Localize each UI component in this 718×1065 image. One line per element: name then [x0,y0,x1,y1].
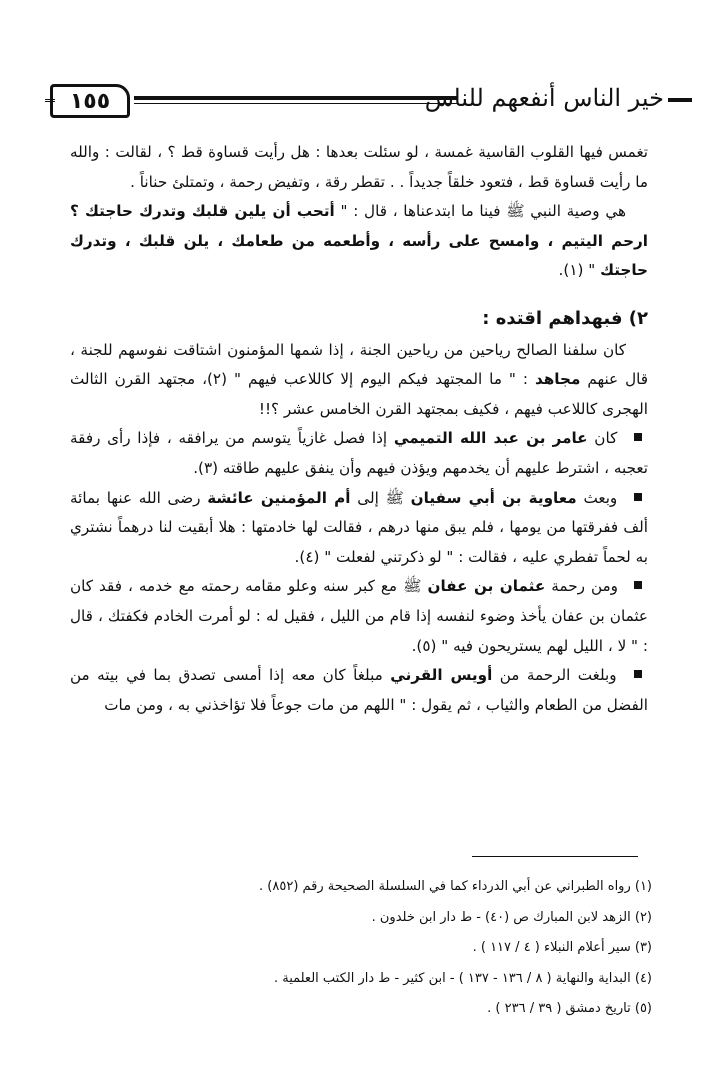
paragraph-2 [70,197,648,286]
paragraph-5-text-b: رضى الله عنها بمائة ألف ففرقتها من يومها ، فلم يبق منها درهم ، فقالت لها خادمتها : هلا أبقيت لنا درهماً نشتري به لحماً تفطري عليه ، فقالت : " لو ذكرتني لفعلت " (٤). [70,488,648,566]
header-rule-thick [134,96,458,100]
name-mujahid: مجاهد [535,370,581,389]
bullet-icon [634,433,642,441]
paragraph-4-text: إذا فصل غازياً يتوسم من يرافقه ، فإذا رأى رفقة تعجبه ، اشترط عليهم أن يخدمهم ويؤذن فيهم وأن ينفق عليهم طاقته (٣). [70,429,648,477]
paragraph-1: تغمس فيها القلوب القاسية غمسة ، لو سئلت بعدها : هل رأيت قساوة قط ؟ ، لقالت : والله ما رأيت قساوة قط ، فتعود خلقاً جديداً . . تقطر رقة ، وتفيض رحمة ، وتمتلئ حناناً . [70,143,648,191]
paragraph-6-intro: ومن رحمة [551,577,618,596]
paragraph-2-intro: هي وصية النبي ﷺ فينا ما ابتدعناها ، قال : " [340,202,627,221]
body-text [70,138,648,720]
footnote-4: (٤) البداية والنهاية ( ٨ / ١٣٦ - ١٣٧ ) - ابن كثير - ط دار الكتب العلمية . [273,970,652,986]
footnote-separator [472,856,638,857]
paragraph-5 [70,484,648,573]
bullet-icon [634,493,642,501]
paragraph-6 [70,572,648,661]
running-header [50,84,692,124]
header-rule-tail [668,98,692,102]
paragraph-3 [70,336,648,425]
footnote-2: (٢) الزهد لابن المبارك ص (٤٠) - ط دار ابن خلدون . [371,909,652,925]
paragraph-7-text: مبلغاً كان معه إذا أمسى تصدق بما في بيته من الفضل من الطعام والثياب ، ثم يقول : " اللهم من مات جوعاً فلا تؤاخذني به ، ومن مات [70,666,648,714]
footnote-3: (٣) سير أعلام النبلاء ( ٤ / ١١٧ ) . [472,940,652,955]
paragraph-4 [70,424,648,483]
hadith-text: أتحب أن يلين قلبك وتدرك حاجتك ؟ ارحم اليتيم ، وامسح على رأسه ، وأطعمه من طعامك ، يلن قلبك ، وتدرك حاجتك [70,202,648,280]
paragraph-7-intro: وبلغت الرحمة من [499,666,617,685]
paragraph-3-quote: : " ما المجتهد فيكم اليوم إلا كاللاعب فيهم " (٢)، مجتهد القرن الثالث الهجرى كاللاعب فيهم ، فكيف بمجتهد القرن الخامس عشر ؟!! [70,370,648,418]
page-number: ١٥٥ [50,84,130,118]
paragraph-4-intro: كان [594,429,618,448]
header-rule-thin [134,103,458,104]
footnotes [72,872,652,1025]
footnote-1: (١) رواه الطبراني عن أبي الدرداء كما في السلسلة الصحيحة رقم (٨٥٢) . [259,879,652,894]
footnote-ref-1: " (١). [558,261,596,280]
paragraph-5-intro: وبعث [583,488,618,507]
name-muawiya: معاوية بن أبي سفيان [410,488,577,507]
paragraph-3-text: كان سلفنا الصالح رياحين من رياحين الجنة ، إذا شمها المؤمنون اشتاقت نفوسهم للجنة ، قال عنهم [70,340,648,389]
bullet-icon [634,581,642,589]
running-title: خير الناس أنفعهم للناس [424,84,664,112]
name-uthman: عثمان بن عفان [427,577,546,596]
name-uways: أويس القرني [390,666,493,685]
footnote-5: (٥) تاريخ دمشق ( ٣٩ / ٢٣٦ ) . [487,1001,652,1016]
name-amir: عامر بن عبد الله التميمي [393,429,588,448]
section-heading: ٢) فبهداهم اقتده : [482,307,648,329]
bullet-icon [634,670,642,678]
paragraph-6-text: ﷺ مع كبر سنه وعلو مقامه رحمته مع خدمه ، فقد كان عثمان بن عفان يأخذ وضوء لنفسه إذا قام من الليل ، فقيل له : لو أمرت الخادم فكفتك ، قال : " لا ، الليل لهم يستريحون فيه " (٥). [70,577,648,655]
paragraph-5-text-a: ﷺ إلى [357,488,404,507]
name-aisha: أم المؤمنين عائشة [207,488,351,507]
paragraph-7 [70,661,648,720]
